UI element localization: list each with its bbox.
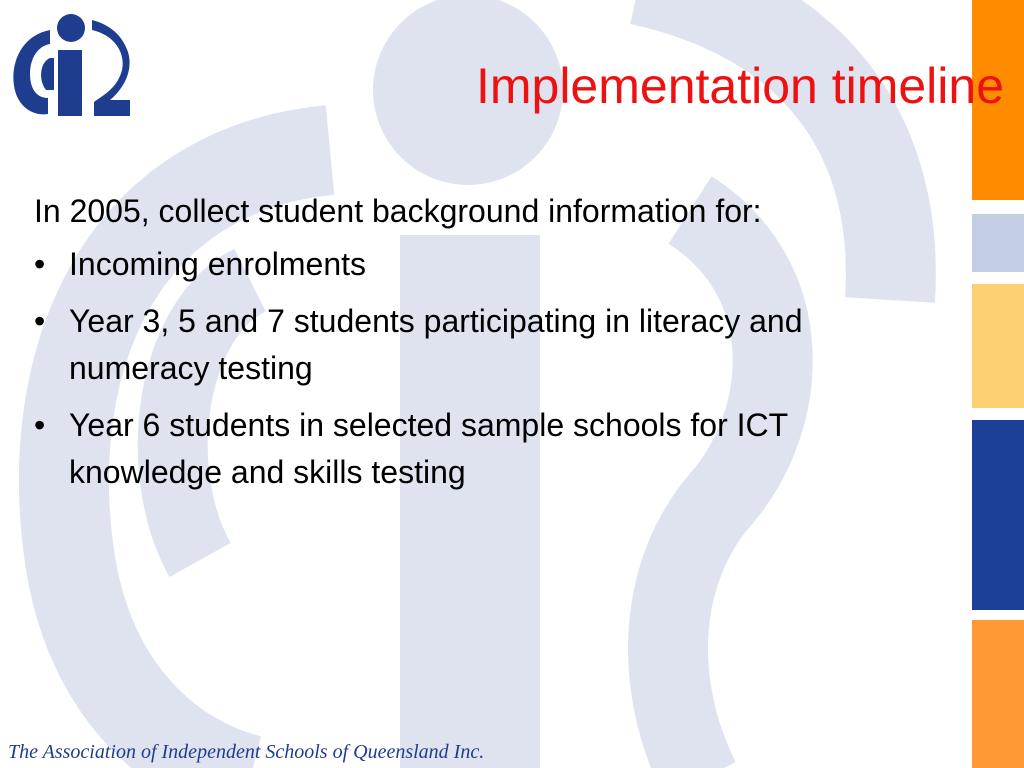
slide-body	[34, 188, 934, 506]
bullet-icon: •	[34, 303, 46, 339]
bullet-item	[34, 402, 934, 496]
color-bar	[972, 420, 1024, 610]
bullet-text: Year 6 students in selected sample schools for ICT knowledge and skills testing	[69, 407, 788, 490]
intro-text: In 2005, collect student background information for:	[34, 193, 762, 229]
bullet-item	[34, 241, 934, 288]
color-bar	[972, 214, 1024, 272]
footer-organisation-name: The Association of Independent Schools of Queensland Inc.	[8, 741, 485, 763]
bullet-item	[34, 298, 934, 392]
bullet-list	[34, 241, 934, 496]
bullet-text: Incoming enrolments	[69, 246, 367, 282]
color-bar	[972, 620, 1024, 768]
bullet-icon: •	[34, 246, 46, 282]
color-bar	[972, 284, 1024, 408]
ais-logo	[10, 10, 132, 120]
slide-title: Implementation timeline	[475, 58, 1004, 114]
bullet-text: Year 3, 5 and 7 students participating in literacy and numeracy testing	[69, 303, 803, 386]
bullet-icon: •	[34, 407, 46, 443]
